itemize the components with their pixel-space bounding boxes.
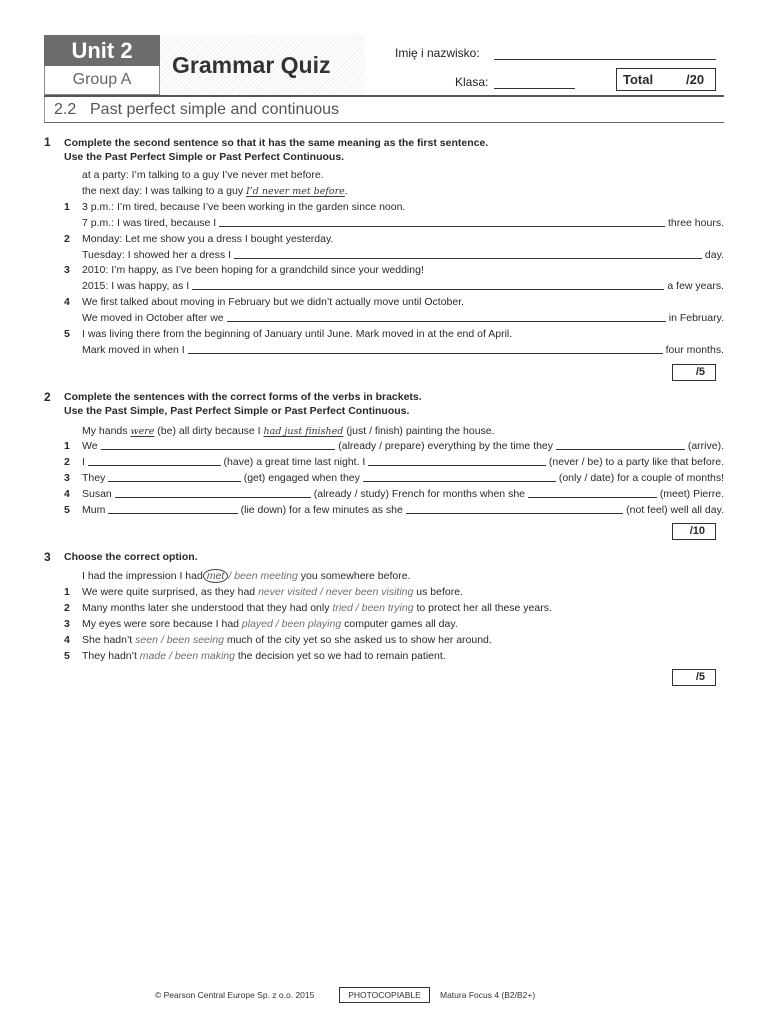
sentence-start: Tuesday: I showed her a dress I: [82, 249, 232, 261]
example-handwritten-answer: had just finished: [263, 426, 344, 437]
example-handwritten-answer: were: [130, 426, 155, 437]
sentence-text: She hadn’t: [82, 634, 133, 646]
sentence-text: (meet) Pierre.: [659, 488, 724, 500]
sentence-text: you somewhere before.: [300, 570, 411, 582]
item-prompt: We first talked about moving in February but we didn’t actually move until October.: [82, 296, 465, 308]
sentence-text: My eyes were sore because I had: [82, 618, 239, 630]
item-row: [82, 471, 724, 485]
item-row: [82, 455, 724, 469]
sentence-text: much of the city yet so she asked us to show her around.: [226, 634, 492, 646]
unit-badge: Unit 2: [44, 35, 160, 66]
item-prompt: Monday: Let me show you a dress I bought yesterday.: [82, 233, 334, 245]
example-circled-option: met: [203, 569, 229, 583]
item-answer-row: [82, 279, 724, 293]
sentence-end: four months.: [665, 344, 724, 356]
option-b[interactable]: been trying: [361, 602, 414, 614]
item-number: 4: [64, 634, 70, 646]
option-separator: /: [275, 618, 279, 630]
sentence-text: We: [82, 440, 98, 452]
answer-blank[interactable]: [363, 481, 556, 482]
sentence-text: (not feel) well all day.: [626, 504, 724, 516]
sentence-text: (arrive).: [687, 440, 724, 452]
sentence-text: They: [82, 472, 106, 484]
item-row: [82, 503, 724, 517]
choice-sentence: [82, 585, 463, 599]
exercise-1-score-box: /5: [672, 364, 716, 381]
sentence-end: three hours.: [667, 217, 724, 229]
answer-blank[interactable]: [556, 449, 685, 450]
name-label: Imię i nazwisko:: [395, 46, 480, 60]
option-b[interactable]: been seeing: [166, 634, 224, 646]
sentence-text: (only / date) for a couple of months!: [558, 472, 724, 484]
example-text: My hands: [82, 425, 128, 437]
item-answer-row: [82, 248, 724, 262]
exercise-3-number: 3: [44, 550, 51, 564]
exercise-2-example: [82, 424, 495, 439]
sentence-end: a few years.: [667, 280, 724, 292]
answer-blank[interactable]: [406, 513, 623, 514]
option-separator: /: [319, 586, 323, 598]
exercise-3-example: [82, 569, 410, 583]
item-number: 1: [64, 586, 70, 598]
option-b[interactable]: been playing: [281, 618, 342, 630]
sentence-text: I: [82, 456, 85, 468]
item-row: [82, 487, 724, 501]
group-label: Group A: [44, 66, 160, 95]
sentence-text: (never / be) to a party like that before.: [548, 456, 724, 468]
option-a[interactable]: played: [241, 618, 273, 630]
sentence-text: Mum: [82, 504, 106, 516]
copyright-notice: © Pearson Central Europe Sp. z o.o. 2015: [155, 990, 315, 1000]
option-b[interactable]: been making: [174, 650, 235, 662]
item-answer-row: [82, 216, 724, 230]
sentence-text: computer games all day.: [344, 618, 458, 630]
class-field[interactable]: [494, 88, 575, 89]
choice-sentence: [82, 633, 492, 647]
sentence-start: Mark moved in when I: [82, 344, 185, 356]
answer-blank[interactable]: [234, 258, 702, 259]
example-handwritten-answer: I’d never met before: [246, 186, 345, 197]
item-number: 5: [64, 650, 70, 662]
sentence-end: in February.: [668, 312, 724, 324]
exercise-2-instruction: Complete the sentences with the correct forms of the verbs in brackets.: [64, 391, 422, 403]
exercise-1-example-answer: [82, 184, 348, 199]
sentence-text: They hadn’t: [82, 650, 137, 662]
exercise-3-score-box: /5: [672, 669, 716, 686]
option-b[interactable]: never been visiting: [325, 586, 414, 598]
option-separator: /: [228, 570, 232, 582]
item-number: 5: [64, 504, 70, 516]
class-label: Klasa:: [455, 75, 489, 89]
item-number: 3: [64, 472, 70, 484]
answer-blank[interactable]: [101, 449, 336, 450]
item-prompt: 3 p.m.: I’m tired, because I’ve been working in the garden since noon.: [82, 201, 406, 213]
exercise-1-instruction-2: Use the Past Perfect Simple or Past Perfect Continuous.: [64, 151, 345, 163]
exercise-2-instruction-2: Use the Past Simple, Past Perfect Simple or Past Perfect Continuous.: [64, 405, 410, 417]
sentence-start: 2015: I was happy, as I: [82, 280, 190, 292]
answer-blank[interactable]: [219, 226, 665, 227]
item-answer-row: [82, 311, 724, 325]
answer-blank[interactable]: [88, 465, 221, 466]
section-heading: [44, 97, 724, 123]
example-sentence-end: .: [344, 185, 348, 197]
option-separator: /: [160, 634, 164, 646]
choice-sentence: [82, 601, 552, 615]
item-number: 2: [64, 456, 70, 468]
sentence-text: (get) engaged when they: [243, 472, 360, 484]
total-max-score: /20: [686, 72, 705, 87]
answer-blank[interactable]: [528, 497, 657, 498]
sentence-text: We were quite surprised, as they had: [82, 586, 256, 598]
sentence-end: day.: [704, 249, 724, 261]
option-separator: /: [168, 650, 172, 662]
option-a[interactable]: made: [139, 650, 167, 662]
item-number: 4: [64, 296, 70, 308]
item-number: 2: [64, 233, 70, 245]
sentence-text: (lie down) for a few minutes as she: [240, 504, 403, 516]
example-sentence-start: the next day: I was talking to a guy: [82, 185, 244, 197]
item-number: 4: [64, 488, 70, 500]
answer-blank[interactable]: [108, 481, 240, 482]
exercise-2-score-box: /10: [672, 523, 716, 540]
choice-sentence: [82, 649, 446, 663]
item-row: [82, 439, 724, 453]
exercise-1-instruction: Complete the second sentence so that it has the same meaning as the first sentence.: [64, 137, 489, 149]
answer-blank[interactable]: [227, 321, 666, 322]
section-title: Past perfect simple and continuous: [90, 101, 340, 118]
option-a[interactable]: seen: [135, 634, 158, 646]
answer-blank[interactable]: [192, 289, 664, 290]
item-number: 3: [64, 618, 70, 630]
item-number: 3: [64, 264, 70, 276]
total-label: Total: [623, 72, 654, 87]
sentence-text: to protect her all these years.: [416, 602, 552, 614]
option-a[interactable]: never visited: [258, 586, 318, 598]
item-number: 1: [64, 201, 70, 213]
item-number: 1: [64, 440, 70, 452]
sentence-text: (already / study) French for months when she: [313, 488, 525, 500]
exercise-2-number: 2: [44, 390, 51, 404]
name-field[interactable]: [494, 59, 716, 60]
option-a[interactable]: tried: [332, 602, 353, 614]
option-separator: /: [355, 602, 359, 614]
book-title: Matura Focus 4 (B2/B2+): [440, 990, 536, 1000]
answer-blank[interactable]: [115, 497, 311, 498]
item-number: 5: [64, 328, 70, 340]
total-score-box: [616, 68, 716, 91]
sentence-text: Many months later she understood that they had only: [82, 602, 330, 614]
sentence-start: 7 p.m.: I was tired, because I: [82, 217, 217, 229]
choice-sentence: [82, 617, 458, 631]
photocopiable-badge: PHOTOCOPIABLE: [339, 987, 430, 1003]
answer-blank[interactable]: [108, 513, 237, 514]
item-prompt: I was living there from the beginning of January until June. Mark moved in at the end of April.: [82, 328, 513, 340]
example-text: (just / finish) painting the house.: [346, 425, 495, 437]
page-title: Grammar Quiz: [172, 52, 331, 78]
sentence-text: I had the impression I had: [82, 570, 203, 582]
exercise-1-number: 1: [44, 135, 51, 149]
sentence-text: us before.: [416, 586, 463, 598]
section-number: 2.2: [54, 101, 77, 118]
item-number: 2: [64, 602, 70, 614]
item-prompt: 2010: I’m happy, as I’ve been hoping for a grandchild since your wedding!: [82, 264, 424, 276]
answer-blank[interactable]: [188, 353, 663, 354]
sentence-text: the decision yet so we had to remain patient.: [237, 650, 446, 662]
example-text: (be) all dirty because I: [157, 425, 261, 437]
answer-blank[interactable]: [368, 465, 546, 466]
example-option: been meeting: [234, 570, 298, 582]
item-answer-row: [82, 343, 724, 357]
sentence-text: (have) a great time last night. I: [223, 456, 366, 468]
sentence-text: (already / prepare) everything by the time they: [338, 440, 554, 452]
exercise-3-instruction: Choose the correct option.: [64, 551, 198, 563]
sentence-start: We moved in October after we: [82, 312, 224, 324]
sentence-text: Susan: [82, 488, 112, 500]
exercise-1-example-prompt: at a party: I’m talking to a guy I’ve never met before.: [82, 169, 324, 181]
